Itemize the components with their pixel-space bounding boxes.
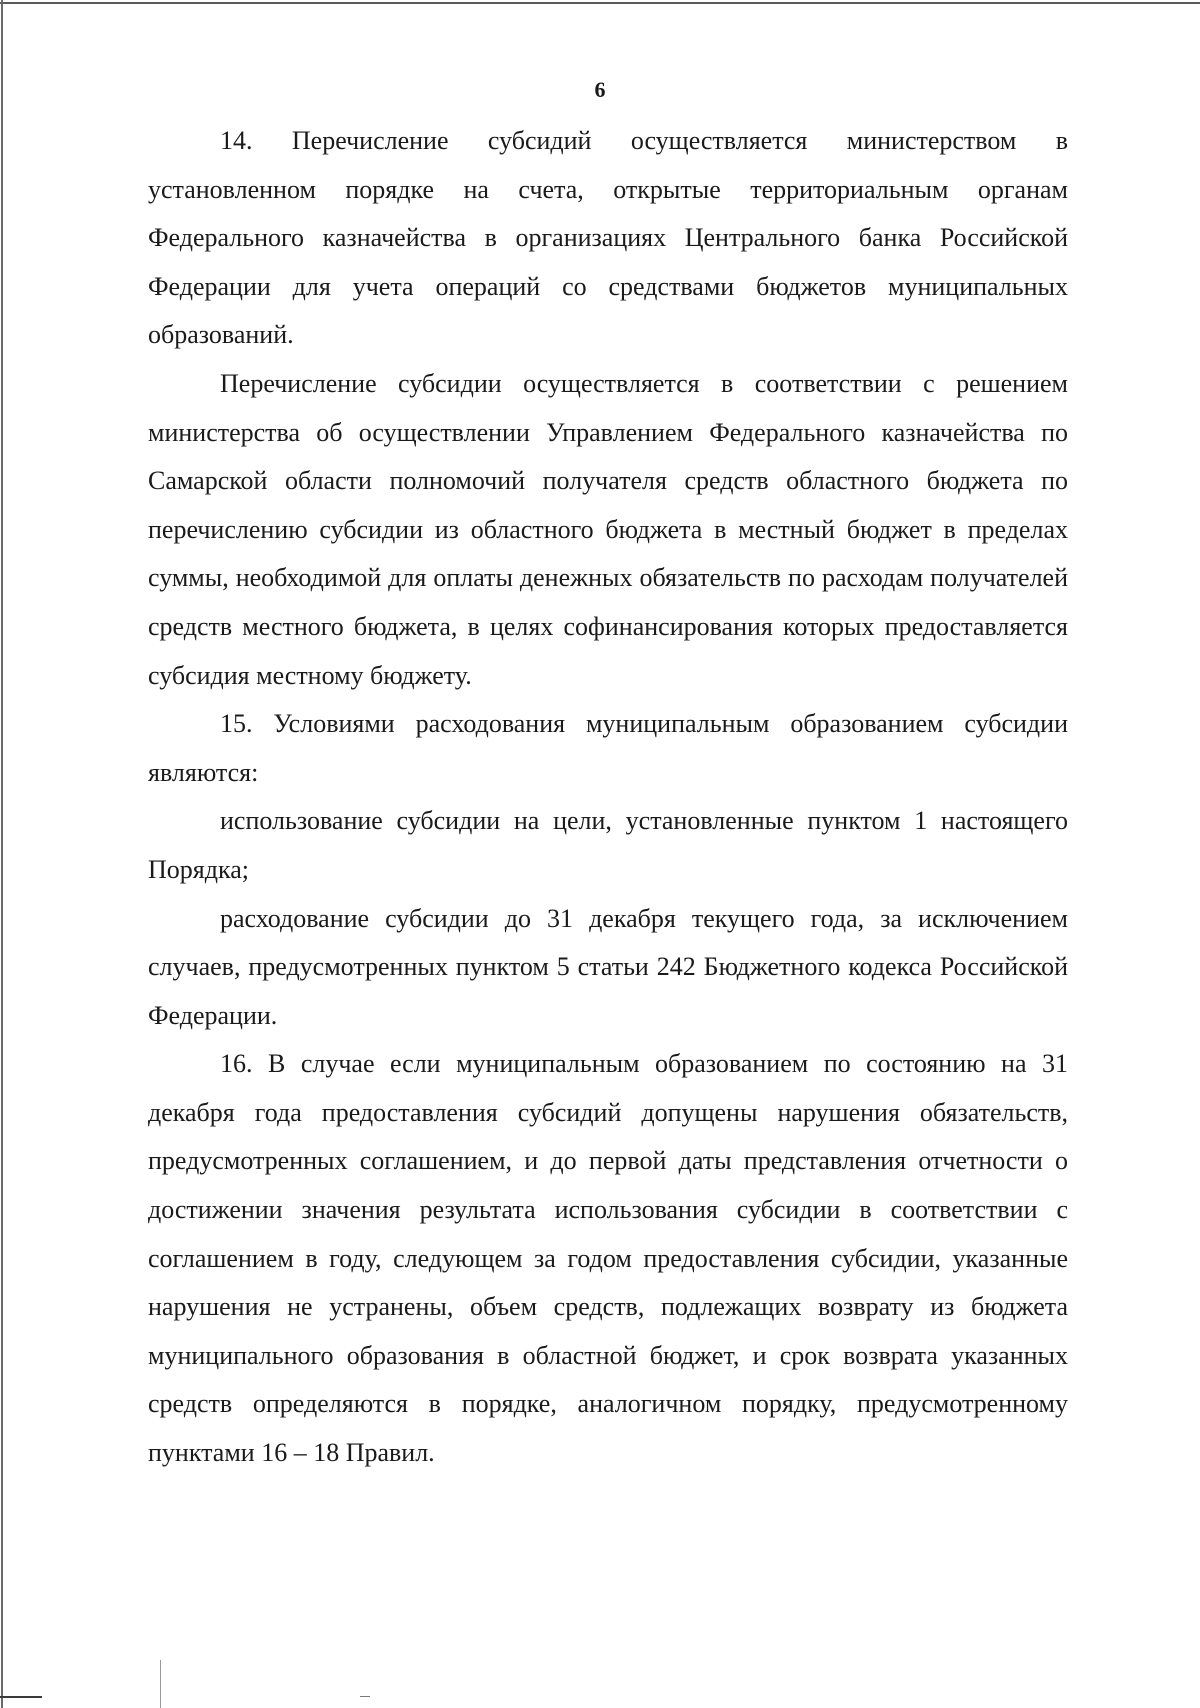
scan-border-top xyxy=(0,2,1200,4)
paragraph-condition-deadline: расходование субсидии до 31 декабря текущего года, за исключением случаев, предусмотренных пунктом 5 статьи 242 Бюджетного кодекса Российской Федерации. xyxy=(148,903,1068,1030)
document-body xyxy=(148,117,1068,1478)
page-number: 6 xyxy=(594,77,606,102)
paragraph-transfer-decision: Перечисление субсидии осуществляется в соответствии с решением министерства об осуществлении Управлением Федерального казначейства по Самарской области полномочий получателя средств областного бюджета по перечислению субсидии из областного бюджета в местный бюджет в пределах суммы, необходимой для оплаты денежных обязательств по расходам получателей средств местного бюджета, в целях софинансирования которых предоставляется субсидия местному бюджету. xyxy=(148,368,1068,690)
scan-border-left xyxy=(1,0,3,1708)
paragraph-15: 15. Условиями расходования муниципальным образованием субсидии являются: xyxy=(148,709,1068,787)
scan-mark-dash xyxy=(360,1696,370,1697)
paragraph-16: 16. В случае если муниципальным образованием по состоянию на 31 декабря года предоставления субсидий допущены нарушения обязательств, предусмотренных соглашением, и до первой даты представления отчетности о достижении значения результата использования субсидии в соответствии с соглашением в году, следующем за годом предоставления субсидии, указанные нарушения не устранены, объем средств, подлежащих возврату из бюджета муниципального образования в областной бюджет, и срок возврата указанных средств определяются в порядке, аналогичном порядку, предусмотренному пунктами 16 – 18 Правил. xyxy=(148,1049,1068,1468)
paragraph-14: 14. Перечисление субсидий осуществляется министерством в установленном порядке на счета, открытые территориальным органам Федерального казначейства в организациях Центрального банка Российской Федерации для учета операций со средствами бюджетов муниципальных образований. xyxy=(148,126,1068,350)
scan-mark-bottom-left xyxy=(0,1696,42,1698)
paragraph-condition-purpose: использование субсидии на цели, установленные пунктом 1 настоящего Порядка; xyxy=(148,806,1068,884)
scan-mark-tick xyxy=(160,1660,161,1708)
